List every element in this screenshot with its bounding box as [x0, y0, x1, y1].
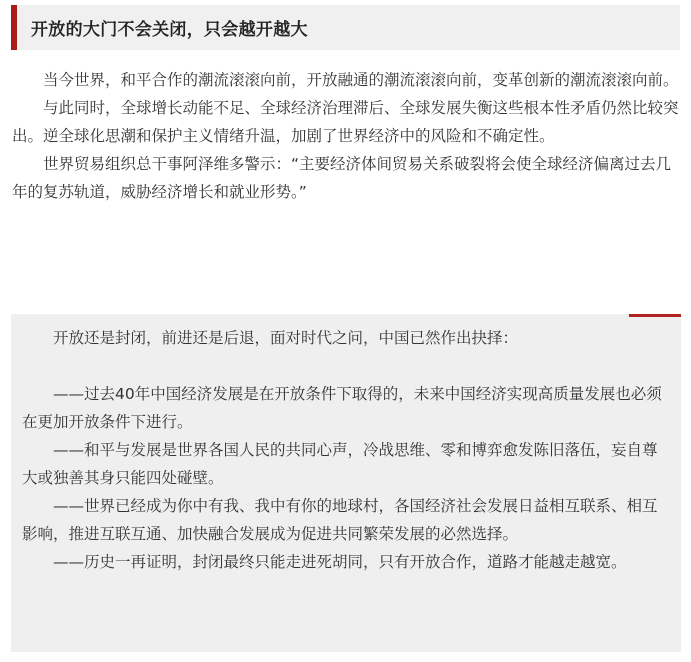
- quote-box: [11, 314, 681, 652]
- quote-accent-line: [629, 314, 681, 317]
- quote-item-1: ——过去40年中国经济发展是在开放条件下取得的，未来中国经济实现高质量发展也必须在更加开放条件下进行。: [22, 385, 662, 431]
- quote-spacer: [22, 352, 671, 380]
- section-title: 开放的大门不会关闭，只会越开越大: [31, 20, 308, 40]
- quote-item-3: ——世界已经成为你中有我、我中有你的地球村，各国经济社会发展日益相互联系、相互影响，推进互联互通、加快融合发展成为促进共同繁荣发展的必然选择。: [22, 497, 658, 543]
- quote-item-2: ——和平与发展是世界各国人民的共同心声，冷战思维、零和博弈愈发陈旧落伍，妄自尊大或独善其身只能四处碰壁。: [22, 441, 658, 487]
- quote-lead: 开放还是封闭，前进还是后退，面对时代之问，中国已然作出抉择：: [53, 329, 519, 347]
- section-title-bar: [11, 5, 680, 50]
- paragraph-1: 当今世界，和平合作的潮流滚滚向前，开放融通的潮流滚滚向前，变革创新的潮流滚滚向前。: [43, 71, 679, 89]
- article-body: [12, 66, 684, 206]
- quote-item-4: ——历史一再证明，封闭最终只能走进死胡同，只有开放合作，道路才能越走越宽。: [53, 553, 627, 571]
- paragraph-2: 与此同时，全球增长动能不足、全球经济治理滞后、全球发展失衡这些根本性矛盾仍然比较突出。逆全球化思潮和保护主义情绪升温，加剧了世界经济中的风险和不确定性。: [12, 99, 679, 145]
- paragraph-3: 世界贸易组织总干事阿泽维多警示：“主要经济体间贸易关系破裂将会使全球经济偏离过去几年的复苏轨道，威胁经济增长和就业形势。”: [12, 155, 672, 201]
